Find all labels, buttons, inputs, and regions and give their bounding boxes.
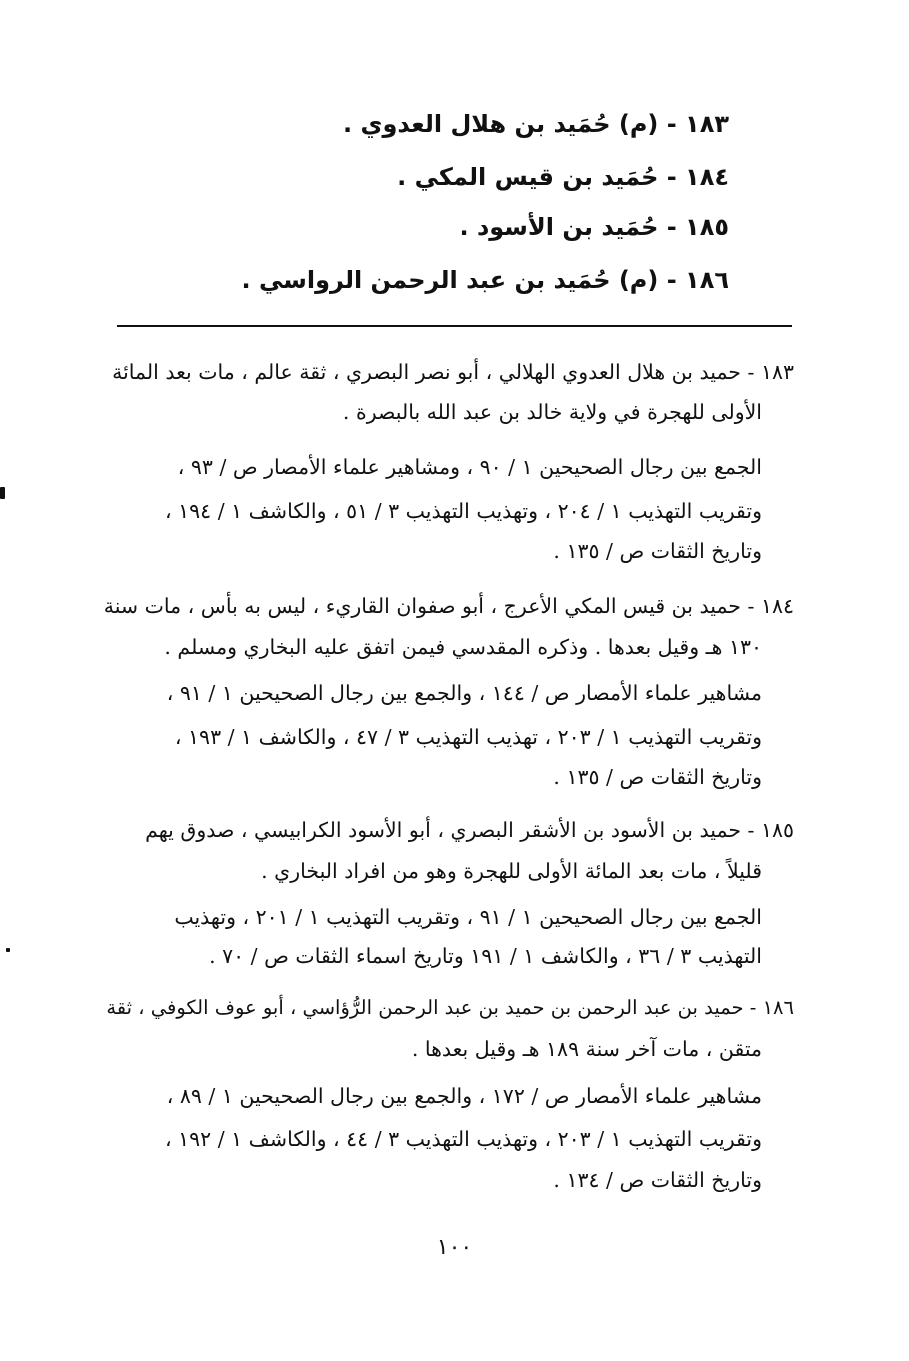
note-183-source-line: وتقريب التهذيب ١ / ٢٠٤ ، وتهذيب التهذيب ٣ / ٥١ ، والكاشف ١ / ١٩٤ ، — [165, 499, 762, 523]
entry-heading-185: ١٨٥ - حُمَيد بن الأسود . — [459, 213, 729, 241]
note-185-source-line: الجمع بين رجال الصحيحين ١ / ٩١ ، وتقريب التهذيب ١ / ٢٠١ ، وتهذيب — [174, 905, 762, 929]
entry-heading-184: ١٨٤ - حُمَيد بن قيس المكي . — [397, 163, 729, 191]
note-186-source-line: مشاهير علماء الأمصار ص / ١٧٢ ، والجمع بين رجال الصحيحين ١ / ٨٩ ، — [166, 1084, 762, 1108]
note-184-bio-line: ١٨٤ - حميد بن قيس المكي الأعرج ، أبو صفوان القاريء ، ليس به بأس ، مات سنة — [103, 594, 794, 618]
page-number: ١٠٠ — [436, 1235, 473, 1260]
note-184-bio-line: ١٣٠ هـ وقيل بعدها . وذكره المقدسي فيمن اتفق عليه البخاري ومسلم . — [164, 635, 762, 659]
footnote-divider — [117, 325, 792, 327]
note-186-bio-line: متقن ، مات آخر سنة ١٨٩ هـ وقيل بعدها . — [411, 1037, 762, 1061]
note-186-source-line: وتاريخ الثقات ص / ١٣٤ . — [553, 1168, 762, 1192]
note-186-source-line: وتقريب التهذيب ١ / ٢٠٣ ، وتهذيب التهذيب ٣ / ٤٤ ، والكاشف ١ / ١٩٢ ، — [165, 1127, 762, 1151]
scan-speck — [6, 948, 10, 952]
note-184-source-line: مشاهير علماء الأمصار ص / ١٤٤ ، والجمع بين رجال الصحيحين ١ / ٩١ ، — [166, 681, 762, 705]
note-184-source-line: وتاريخ الثقات ص / ١٣٥ . — [553, 765, 762, 789]
scan-speck — [0, 487, 5, 499]
note-184-source-line: وتقريب التهذيب ١ / ٢٠٣ ، تهذيب التهذيب ٣ / ٤٧ ، والكاشف ١ / ١٩٣ ، — [174, 725, 762, 749]
note-183-source-line: وتاريخ الثقات ص / ١٣٥ . — [553, 539, 762, 563]
note-183-source-line: الجمع بين رجال الصحيحين ١ / ٩٠ ، ومشاهير علماء الأمصار ص / ٩٣ ، — [177, 455, 762, 479]
note-186-bio-line: ١٨٦ - حميد بن عبد الرحمن بن حميد بن عبد الرحمن الرُّؤاسي ، أبو عوف الكوفي ، ثقة — [106, 996, 794, 1019]
note-183-bio-line: الأولى للهجرة في ولاية خالد بن عبد الله بالبصرة . — [342, 400, 762, 424]
entry-heading-186: ١٨٦ - (م) حُمَيد بن عبد الرحمن الرواسي . — [241, 266, 729, 294]
note-185-source-line: التهذيب ٣ / ٣٦ ، والكاشف ١ / ١٩١ وتاريخ اسماء الثقات ص / ٧٠ . — [209, 944, 762, 968]
note-185-bio-line: قليلاً ، مات بعد المائة الأولى للهجرة وهو من افراد البخاري . — [261, 859, 762, 883]
entry-heading-183: ١٨٣ - (م) حُمَيد بن هلال العدوي . — [343, 110, 729, 138]
note-185-bio-line: ١٨٥ - حميد بن الأسود بن الأشقر البصري ، أبو الأسود الكرابيسي ، صدوق يهم — [145, 818, 794, 842]
note-183-bio-line: ١٨٣ - حميد بن هلال العدوي الهلالي ، أبو نصر البصري ، ثقة عالم ، مات بعد المائة — [112, 360, 794, 384]
